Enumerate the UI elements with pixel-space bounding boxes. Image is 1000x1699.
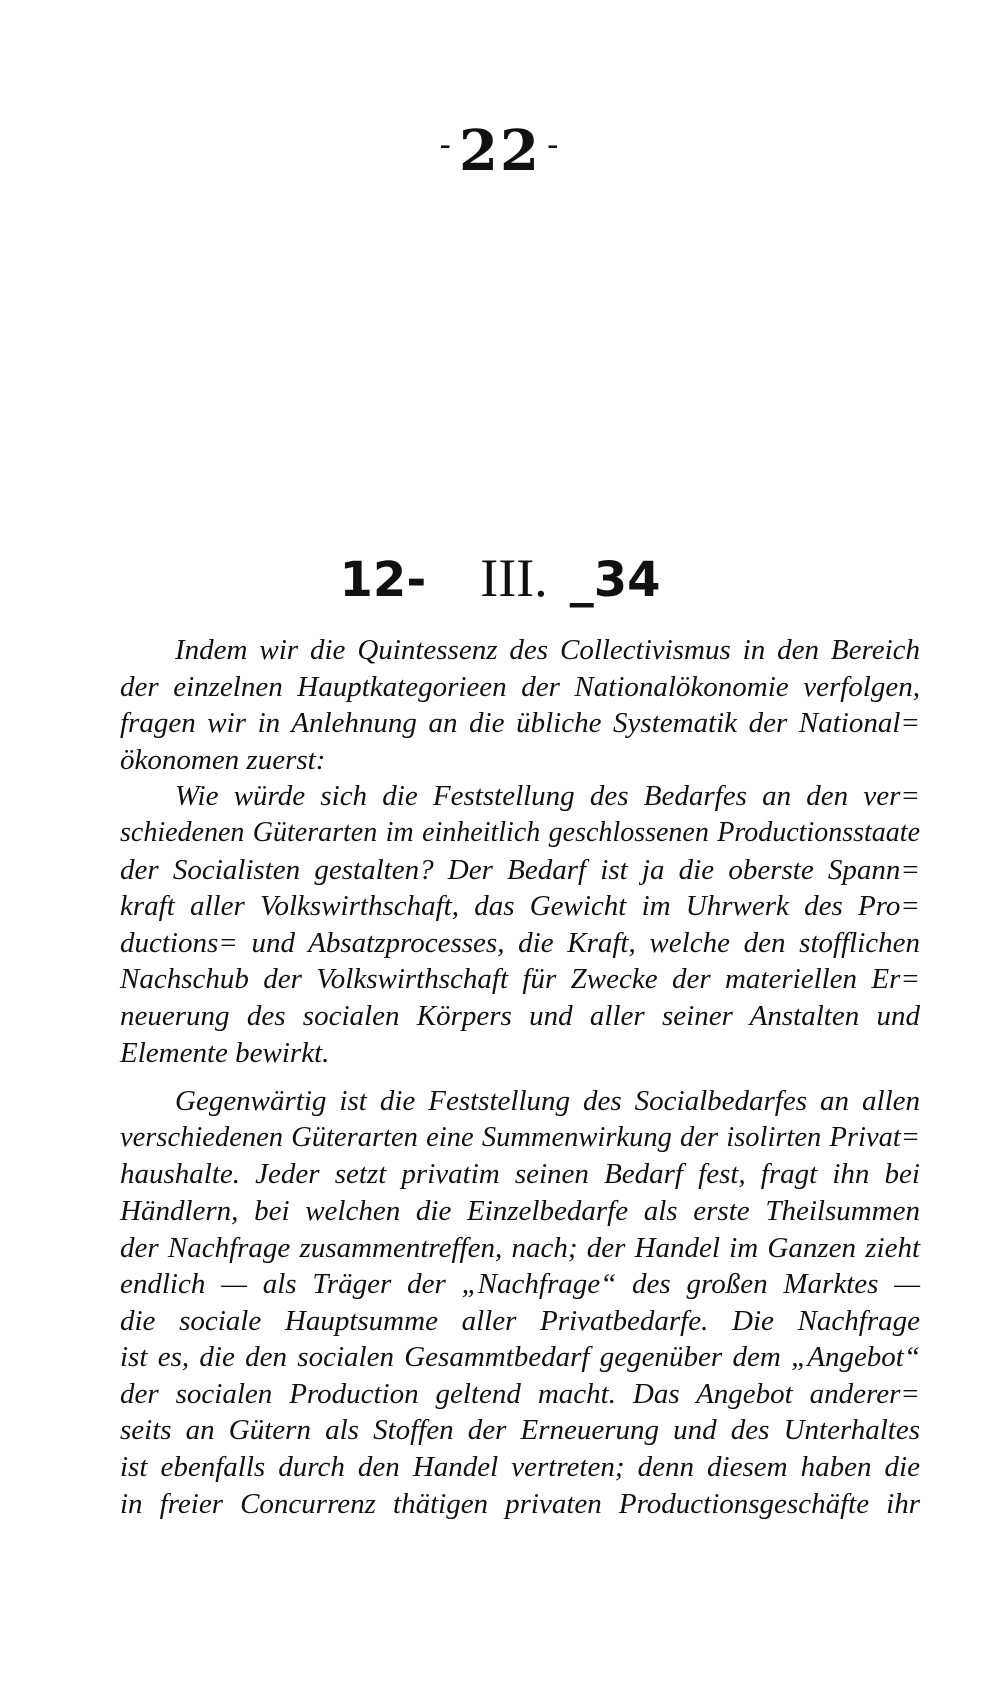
text-line: der einzelnen Hauptkategorieen der Nationalökonomie verfolgen, <box>120 670 920 703</box>
page-number <box>0 118 1000 184</box>
text-line: der socialen Production geltend macht. Das Angebot anderer= <box>120 1377 920 1410</box>
text-line: Gegenwärtig ist die Feststellung des Socialbedarfes an allen <box>175 1085 920 1118</box>
text-line: ist ebenfalls durch den Handel vertreten; denn diesem haben die <box>120 1451 920 1484</box>
text-line: ductions= und Absatzprocesses, die Kraft, welche den stofflichen <box>120 926 920 959</box>
text-line: kraft aller Volkswirthschaft, das Gewicht im Uhrwerk des Pro= <box>120 890 920 923</box>
chapter-heading <box>0 548 1000 610</box>
page-number-dash-left: - <box>439 125 454 165</box>
text-line: verschiedenen Güterarten eine Summenwirkung der isolirten Privat= <box>120 1121 920 1153</box>
text-line: haushalte. Jeder setzt privatim seinen Bedarf fest, fragt ihn bei <box>120 1158 920 1191</box>
text-line: neuerung des socialen Körpers und aller seiner Anstalten und <box>120 999 920 1032</box>
text-line: Wie würde sich die Feststellung des Bedarfes an den ver= <box>175 780 920 813</box>
text-line: endlich — als Träger der „Nachfrage“ des großen Marktes — <box>120 1268 920 1301</box>
page-number-value: 22 <box>459 118 541 184</box>
text-line: die sociale Hauptsumme aller Privatbedarfe. Die Nachfrage <box>120 1304 920 1337</box>
text-line: Indem wir die Quintessenz des Collectivismus in den Bereich <box>175 634 920 666</box>
text-line: Elemente bewirkt. <box>120 1036 330 1069</box>
handwritten-annotation-right: _34 <box>569 552 661 608</box>
text-line: ökonomen zuerst: <box>120 743 326 776</box>
body-text <box>120 632 920 1522</box>
text-line: ist es, die den socialen Gesammtbedarf gegenüber dem „Angebot“ <box>120 1341 920 1374</box>
text-line: Nachschub der Volkswirthschaft für Zwecke der materiellen Er= <box>120 963 920 996</box>
text-line: in freier Concurrenz thätigen privaten Productionsgeschäfte ihr <box>120 1487 920 1520</box>
text-line: schiedenen Güterarten im einheitlich geschlossenen Productionsstaate <box>120 816 920 848</box>
handwritten-annotation-left: 12- <box>339 552 427 608</box>
text-line: fragen wir in Anlehnung an die übliche Systematik der National= <box>120 707 920 740</box>
page-number-dash-right: - <box>546 125 561 165</box>
text-line: der Nachfrage zusammentreffen, nach; der Handel im Ganzen zieht <box>120 1231 920 1264</box>
text-line: der Socialisten gestalten? Der Bedarf ist ja die oberste Spann= <box>120 853 920 886</box>
text-line: Händlern, bei welchen die Einzelbedarfe als erste Theilsummen <box>120 1194 920 1227</box>
text-line: seits an Gütern als Stoffen der Erneuerung und des Unterhaltes <box>120 1414 920 1447</box>
chapter-numeral: III. <box>480 548 548 608</box>
